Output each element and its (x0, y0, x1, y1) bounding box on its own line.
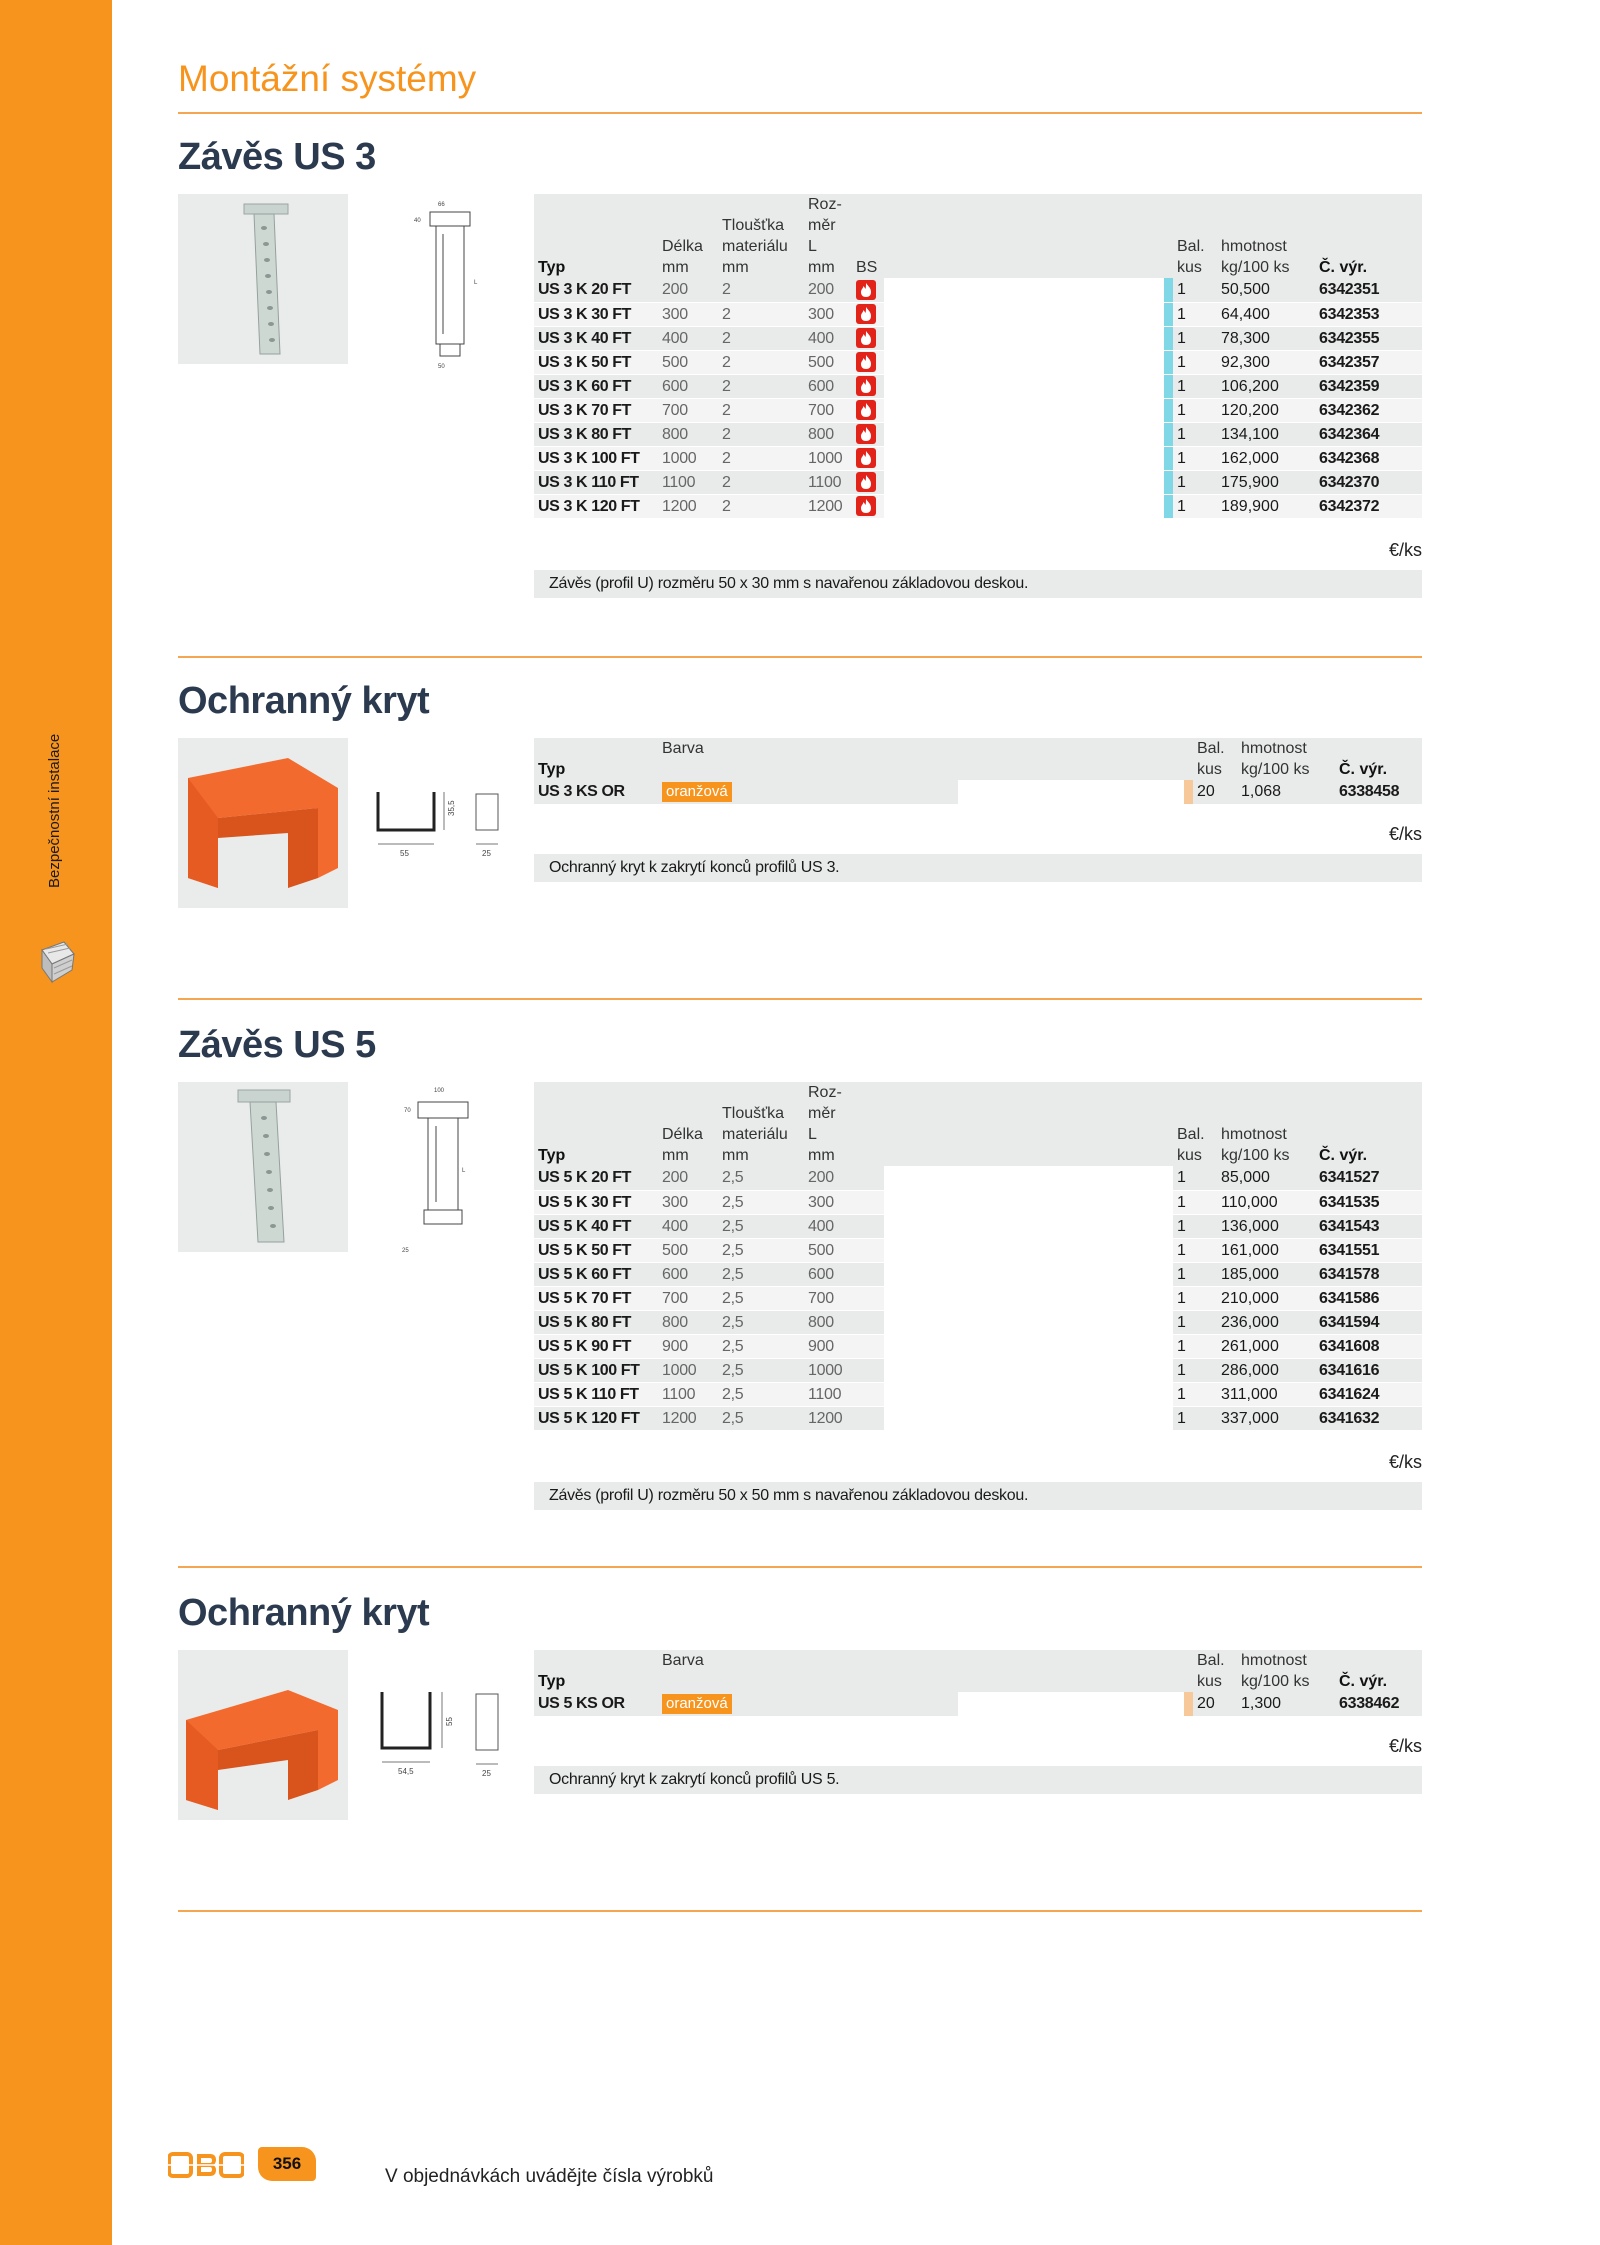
dimension-label: 35,5 (447, 800, 456, 816)
footer-text: V objednávkách uvádějte čísla výrobků (385, 2166, 714, 2187)
thickness-value: 2,5 (718, 1190, 804, 1214)
row-marker (1164, 374, 1173, 398)
thickness-value: 2,5 (718, 1382, 804, 1406)
pack-qty: 1 (1173, 1310, 1217, 1334)
spacer-cell (884, 326, 1164, 350)
pack-qty: 1 (1173, 1262, 1217, 1286)
product-type: US 3 K 40 FT (534, 326, 658, 350)
weight-value: 189,900 (1217, 494, 1315, 518)
dimension-value: 200 (804, 278, 852, 302)
dimension-value: 500 (804, 1238, 852, 1262)
table-row (534, 1190, 1422, 1214)
spacer-cell (884, 1238, 1164, 1262)
weight-value: 175,900 (1217, 470, 1315, 494)
product-type: US 3 K 110 FT (534, 470, 658, 494)
note-kryt3: Ochranný kryt k zakrytí konců profilů US 3. (534, 854, 1422, 882)
table-row (534, 350, 1422, 374)
empty-cell (852, 1382, 884, 1406)
pack-qty: 1 (1173, 326, 1217, 350)
product-type: US 5 K 50 FT (534, 1238, 658, 1262)
note-us3: Závěs (profil U) rozměru 50 x 30 mm s navařenou základovou deskou. (534, 570, 1422, 598)
dimension-value: 400 (804, 326, 852, 350)
row-marker (1164, 1262, 1173, 1286)
weight-value: 311,000 (1217, 1382, 1315, 1406)
thickness-value: 2 (718, 470, 804, 494)
weight-value: 106,200 (1217, 374, 1315, 398)
product-photo-us5 (178, 1082, 348, 1252)
spacer-cell (884, 446, 1164, 470)
row-marker (1164, 1382, 1173, 1406)
dimension-value: 1100 (804, 470, 852, 494)
product-type: US 5 K 90 FT (534, 1334, 658, 1358)
product-photo-kryt5 (178, 1650, 348, 1820)
unit-label-kryt5: €/ks (1388, 1736, 1422, 1756)
thickness-value: 2 (718, 398, 804, 422)
weight-value: 286,000 (1217, 1358, 1315, 1382)
length-value: 1000 (658, 446, 718, 470)
row-marker (1164, 326, 1173, 350)
table-row (534, 446, 1422, 470)
row-marker (1164, 278, 1173, 302)
spacer-cell (884, 1262, 1164, 1286)
article-number: 6342372 (1315, 494, 1422, 518)
article-number: 6342359 (1315, 374, 1422, 398)
dimension-value: 300 (804, 302, 852, 326)
length-value: 400 (658, 326, 718, 350)
row-marker (1164, 1190, 1173, 1214)
row-marker (1164, 1214, 1173, 1238)
pack-qty: 1 (1173, 1406, 1217, 1430)
weight-value: 236,000 (1217, 1310, 1315, 1334)
article-number: 6342357 (1315, 350, 1422, 374)
spacer-cell (884, 374, 1164, 398)
thickness-value: 2,5 (718, 1334, 804, 1358)
pack-qty: 1 (1173, 470, 1217, 494)
thickness-value: 2,5 (718, 1310, 804, 1334)
flame-icon (856, 424, 876, 444)
note-kryt5: Ochranný kryt k zakrytí konců profilů US 5. (534, 1766, 1422, 1794)
length-value: 200 (658, 278, 718, 302)
table-row (534, 1382, 1422, 1406)
section-rule (178, 998, 1422, 1000)
row-marker (1164, 1286, 1173, 1310)
length-value: 1200 (658, 1406, 718, 1430)
thickness-value: 2 (718, 302, 804, 326)
header-rule (178, 112, 1422, 114)
fire-resistance-icon (852, 494, 884, 518)
table-row (534, 1310, 1422, 1334)
svg-text:L: L (474, 280, 478, 286)
side-section-label: Bezpečnostní instalace (46, 733, 63, 888)
header-bs: BS (856, 259, 878, 276)
thickness-value: 2 (718, 374, 804, 398)
technical-drawing-us5 (398, 1076, 488, 1256)
section-rule (178, 1910, 1422, 1912)
table-row (534, 278, 1422, 302)
pack-qty: 1 (1173, 446, 1217, 470)
spacer-cell (884, 1382, 1164, 1406)
fire-resistance-icon (852, 326, 884, 350)
pack-qty: 1 (1173, 1382, 1217, 1406)
dimension-value: 1200 (804, 1406, 852, 1430)
fire-resistance-icon (852, 422, 884, 446)
fire-resistance-icon (852, 350, 884, 374)
weight-value: 92,300 (1217, 350, 1315, 374)
spacer-cell (884, 1190, 1164, 1214)
article-number: 6342355 (1315, 326, 1422, 350)
weight-value: 50,500 (1217, 278, 1315, 302)
dimension-label: 55 (445, 1717, 454, 1726)
flame-icon (856, 448, 876, 468)
table-row (534, 326, 1422, 350)
empty-cell (852, 1166, 884, 1190)
dimension-value: 600 (804, 1262, 852, 1286)
product-table-us5: Typ Délka mm Tloušťka materiálu mm Roz- měr L mm Bal. kus hmotnost kg/100 ks Č. výr. US 5 K 20 FT 200 2,5 200 1 85,000 6341527 US 5 K 30 FT 300 2,5 300 1 110,000 6341535 US 5 K 40 FT 400 2,5 400 1 136,000 6341543 US 5 K 50 FT 500 2,5 500 1 161,000 6341551 US 5 K 60 FT 600 2,5 600 1 185,000 6341578 US 5 K 70 FT 700 2,5 700 1 210,000 6341586 US 5 K 80 FT 800 2,5 800 1 236,000 6341594 US 5 K 90 FT 900 2,5 900 1 261,000 6341608 US 5 K 100 FT 1000 2,5 1000 1 286,000 6341616 US 5 K 110 FT 1100 2,5 1100 1 311,000 6341624 US 5 K 120 FT 1200 2,5 1200 1 337,000 6341632 (534, 1082, 1422, 1431)
thickness-value: 2 (718, 446, 804, 470)
product-photo-kryt3 (178, 738, 348, 908)
flame-icon (856, 472, 876, 492)
weight-value: 85,000 (1217, 1166, 1315, 1190)
unit-label-us3: €/ks (1388, 540, 1422, 560)
spacer-cell (884, 1286, 1164, 1310)
article-number: 6342362 (1315, 398, 1422, 422)
product-table-kryt3: Typ Barva Bal. kus hmotnost kg/100 ks Č. výr. US 3 KS OR oranžová 20 1,068 6338458 (534, 738, 1422, 805)
note-us5: Závěs (profil U) rozměru 50 x 50 mm s navařenou základovou deskou. (534, 1482, 1422, 1510)
cable-tray-icon (38, 940, 78, 986)
article-number: 6341527 (1315, 1166, 1422, 1190)
pack-qty: 1 (1173, 1190, 1217, 1214)
length-value: 900 (658, 1334, 718, 1358)
spacer-cell (884, 422, 1164, 446)
spacer-cell (884, 1214, 1164, 1238)
article-number: 6342353 (1315, 302, 1422, 326)
weight-value: 110,000 (1217, 1190, 1315, 1214)
article-number: 6342370 (1315, 470, 1422, 494)
length-value: 800 (658, 1310, 718, 1334)
weight-value: 337,000 (1217, 1406, 1315, 1430)
length-value: 200 (658, 1166, 718, 1190)
length-value: 300 (658, 302, 718, 326)
technical-drawing-kryt3 (372, 784, 512, 864)
thickness-value: 2,5 (718, 1166, 804, 1190)
row-marker (1164, 422, 1173, 446)
pack-qty: 1 (1173, 1214, 1217, 1238)
product-type: US 3 K 70 FT (534, 398, 658, 422)
length-value: 1000 (658, 1358, 718, 1382)
section-title-kryt3: Ochranný kryt (178, 680, 430, 722)
weight-value: 261,000 (1217, 1334, 1315, 1358)
dimension-label: 55 (400, 849, 409, 858)
weight-value: 162,000 (1217, 446, 1315, 470)
length-value: 400 (658, 1214, 718, 1238)
length-value: 1100 (658, 1382, 718, 1406)
article-number: 6341535 (1315, 1190, 1422, 1214)
fire-resistance-icon (852, 278, 884, 302)
spacer-cell (884, 1358, 1164, 1382)
dimension-label: 25 (482, 849, 491, 858)
product-type: US 5 K 60 FT (534, 1262, 658, 1286)
spacer-cell (884, 494, 1164, 518)
dimension-value: 600 (804, 374, 852, 398)
pack-qty: 1 (1173, 278, 1217, 302)
product-type: US 5 K 70 FT (534, 1286, 658, 1310)
spacer-cell (884, 1166, 1164, 1190)
row-marker (1184, 780, 1193, 804)
fire-resistance-icon (852, 374, 884, 398)
empty-cell (852, 1358, 884, 1382)
table-row (534, 1262, 1422, 1286)
table-row (534, 422, 1422, 446)
empty-cell (852, 1310, 884, 1334)
row-marker (1164, 1166, 1173, 1190)
thickness-value: 2,5 (718, 1406, 804, 1430)
technical-drawing-kryt5 (372, 1684, 512, 1784)
spacer-cell (884, 1310, 1164, 1334)
thickness-value: 2,5 (718, 1238, 804, 1262)
product-type: US 5 K 30 FT (534, 1190, 658, 1214)
table-row (534, 1334, 1422, 1358)
empty-cell (852, 1238, 884, 1262)
pack-qty: 1 (1173, 1166, 1217, 1190)
section-title-kryt5: Ochranný kryt (178, 1592, 430, 1634)
pack-qty: 1 (1173, 422, 1217, 446)
article-number: 6341578 (1315, 1262, 1422, 1286)
dimension-value: 1100 (804, 1382, 852, 1406)
row-marker (1164, 302, 1173, 326)
page-header-title: Montážní systémy (178, 58, 477, 99)
empty-cell (852, 1334, 884, 1358)
fire-resistance-icon (852, 446, 884, 470)
product-type: US 3 K 20 FT (534, 278, 658, 302)
length-value: 300 (658, 1190, 718, 1214)
dimension-value: 1200 (804, 494, 852, 518)
technical-drawing-us3 (408, 194, 488, 374)
spacer-cell (884, 302, 1164, 326)
section-title-us3: Závěs US 3 (178, 136, 376, 178)
thickness-value: 2 (718, 350, 804, 374)
weight-value: 120,200 (1217, 398, 1315, 422)
empty-cell (852, 1262, 884, 1286)
weight-value: 185,000 (1217, 1262, 1315, 1286)
svg-text:25: 25 (402, 1248, 409, 1254)
product-type: US 3 K 80 FT (534, 422, 658, 446)
weight-value: 210,000 (1217, 1286, 1315, 1310)
thickness-value: 2,5 (718, 1286, 804, 1310)
thickness-value: 2 (718, 326, 804, 350)
fire-resistance-icon (852, 470, 884, 494)
article-number: 6342351 (1315, 278, 1422, 302)
svg-text:70: 70 (404, 1108, 411, 1114)
flame-icon (856, 496, 876, 516)
svg-text:100: 100 (434, 1088, 445, 1094)
weight-value: 134,100 (1217, 422, 1315, 446)
product-type: US 3 K 50 FT (534, 350, 658, 374)
table-row (534, 1358, 1422, 1382)
dimension-value: 500 (804, 350, 852, 374)
table-row (534, 1166, 1422, 1190)
length-value: 700 (658, 398, 718, 422)
table-row (534, 1214, 1422, 1238)
dimension-value: 800 (804, 422, 852, 446)
product-type: US 5 K 120 FT (534, 1406, 658, 1430)
dimension-value: 300 (804, 1190, 852, 1214)
dimension-label: 54,5 (398, 1767, 414, 1776)
header-typ: Typ (538, 259, 566, 276)
product-type: US 3 K 30 FT (534, 302, 658, 326)
pack-qty: 1 (1173, 374, 1217, 398)
pack-qty: 1 (1173, 398, 1217, 422)
fire-resistance-icon (852, 302, 884, 326)
page-number: 356 (258, 2147, 316, 2181)
dimension-value: 200 (804, 1166, 852, 1190)
pack-qty: 1 (1173, 302, 1217, 326)
row-marker (1164, 1406, 1173, 1430)
table-row (534, 398, 1422, 422)
dimension-value: 1000 (804, 446, 852, 470)
length-value: 500 (658, 350, 718, 374)
row-marker (1164, 398, 1173, 422)
product-type: US 5 K 40 FT (534, 1214, 658, 1238)
table-row (534, 470, 1422, 494)
length-value: 1100 (658, 470, 718, 494)
table-row (534, 494, 1422, 518)
flame-icon (856, 400, 876, 420)
article-number: 6341608 (1315, 1334, 1422, 1358)
row-marker (1164, 446, 1173, 470)
length-value: 500 (658, 1238, 718, 1262)
flame-icon (856, 328, 876, 348)
thickness-value: 2,5 (718, 1214, 804, 1238)
table-row (534, 1286, 1422, 1310)
product-type: US 3 K 60 FT (534, 374, 658, 398)
dimension-value: 400 (804, 1214, 852, 1238)
table-row: US 3 KS OR oranžová 20 1,068 6338458 (534, 780, 1422, 804)
product-type: US 3 K 100 FT (534, 446, 658, 470)
fire-resistance-icon (852, 398, 884, 422)
thickness-value: 2 (718, 422, 804, 446)
color-chip: oranžová (662, 782, 732, 802)
pack-qty: 1 (1173, 1334, 1217, 1358)
product-table-kryt5: Typ Barva Bal. kus hmotnost kg/100 ks Č. výr. US 5 KS OR oranžová 20 1,300 6338462 (534, 1650, 1422, 1717)
table-row (534, 1406, 1422, 1430)
table-row (534, 374, 1422, 398)
spacer-cell (884, 470, 1164, 494)
unit-label-us5: €/ks (1388, 1452, 1422, 1472)
article-number: 6341594 (1315, 1310, 1422, 1334)
length-value: 700 (658, 1286, 718, 1310)
spacer-cell (884, 350, 1164, 374)
length-value: 1200 (658, 494, 718, 518)
product-photo-us3 (178, 194, 348, 364)
row-marker (1164, 494, 1173, 518)
svg-text:L: L (462, 1168, 466, 1174)
row-marker (1184, 1692, 1193, 1716)
product-type: US 3 K 120 FT (534, 494, 658, 518)
pack-qty: 1 (1173, 1238, 1217, 1262)
empty-cell (852, 1214, 884, 1238)
row-marker (1164, 1238, 1173, 1262)
row-marker (1164, 1310, 1173, 1334)
flame-icon (856, 280, 876, 300)
article-number: 6341551 (1315, 1238, 1422, 1262)
dimension-value: 800 (804, 1310, 852, 1334)
length-value: 600 (658, 1262, 718, 1286)
unit-label-kryt3: €/ks (1388, 824, 1422, 844)
table-row (534, 302, 1422, 326)
thickness-value: 2,5 (718, 1358, 804, 1382)
section-rule (178, 1566, 1422, 1568)
dimension-label: 25 (482, 1769, 491, 1778)
weight-value: 161,000 (1217, 1238, 1315, 1262)
article-number: 6342364 (1315, 422, 1422, 446)
length-value: 600 (658, 374, 718, 398)
weight-value: 64,400 (1217, 302, 1315, 326)
svg-text:66: 66 (438, 202, 445, 208)
empty-cell (852, 1406, 884, 1430)
spacer-cell (884, 278, 1164, 302)
table-row (534, 1238, 1422, 1262)
flame-icon (856, 352, 876, 372)
thickness-value: 2,5 (718, 1262, 804, 1286)
row-marker (1164, 1358, 1173, 1382)
empty-cell (852, 1286, 884, 1310)
product-type: US 5 K 80 FT (534, 1310, 658, 1334)
pack-qty: 1 (1173, 350, 1217, 374)
article-number: 6341543 (1315, 1214, 1422, 1238)
empty-cell (852, 1190, 884, 1214)
length-value: 800 (658, 422, 718, 446)
product-type: US 5 K 20 FT (534, 1166, 658, 1190)
section-title-us5: Závěs US 5 (178, 1024, 376, 1066)
spacer-cell (884, 1334, 1164, 1358)
flame-icon (856, 376, 876, 396)
product-type: US 5 K 110 FT (534, 1382, 658, 1406)
article-number: 6341616 (1315, 1358, 1422, 1382)
article-number: 6342368 (1315, 446, 1422, 470)
row-marker (1164, 470, 1173, 494)
dimension-value: 700 (804, 1286, 852, 1310)
dimension-value: 700 (804, 398, 852, 422)
dimension-value: 1000 (804, 1358, 852, 1382)
product-type: US 5 K 100 FT (534, 1358, 658, 1382)
section-rule (178, 656, 1422, 658)
dimension-value: 900 (804, 1334, 852, 1358)
weight-value: 78,300 (1217, 326, 1315, 350)
thickness-value: 2 (718, 278, 804, 302)
product-table-us3: Typ Délka mm Tloušťka materiálu mm Roz- měr L mm BS Bal. kus hmotnost kg/100 ks Č. výr. US 3 K 20 FT 200 2 200 1 50,500 6342351 US 3 K 30 FT 300 2 300 1 64,400 6342353 US 3 K 40 FT 400 2 400 1 78,300 6342355 US 3 K 50 FT 500 2 500 1 92,300 6342357 US 3 K 60 FT 600 2 600 1 106,200 6342359 US 3 K 70 FT 700 2 700 1 120,200 6342362 US 3 K 80 FT 800 2 800 1 134,100 6342364 US 3 K 100 FT 1000 2 1000 1 162,000 6342368 US 3 K 110 FT 1100 2 1100 1 175,900 6342370 US 3 K 120 FT 1200 2 1200 1 189,900 6342372 (534, 194, 1422, 519)
article-number: 6341624 (1315, 1382, 1422, 1406)
thickness-value: 2 (718, 494, 804, 518)
weight-value: 136,000 (1217, 1214, 1315, 1238)
row-marker (1164, 350, 1173, 374)
svg-text:50: 50 (438, 364, 445, 370)
left-color-bar (0, 0, 112, 2245)
row-marker (1164, 1334, 1173, 1358)
article-number: 6341632 (1315, 1406, 1422, 1430)
color-chip: oranžová (662, 1694, 732, 1714)
article-number: 6341586 (1315, 1286, 1422, 1310)
svg-text:40: 40 (414, 218, 421, 224)
spacer-cell (884, 398, 1164, 422)
pack-qty: 1 (1173, 1286, 1217, 1310)
flame-icon (856, 304, 876, 324)
table-row: US 5 KS OR oranžová 20 1,300 6338462 (534, 1692, 1422, 1716)
pack-qty: 1 (1173, 1358, 1217, 1382)
pack-qty: 1 (1173, 494, 1217, 518)
obo-logo (168, 2150, 244, 2180)
spacer-cell (884, 1406, 1164, 1430)
